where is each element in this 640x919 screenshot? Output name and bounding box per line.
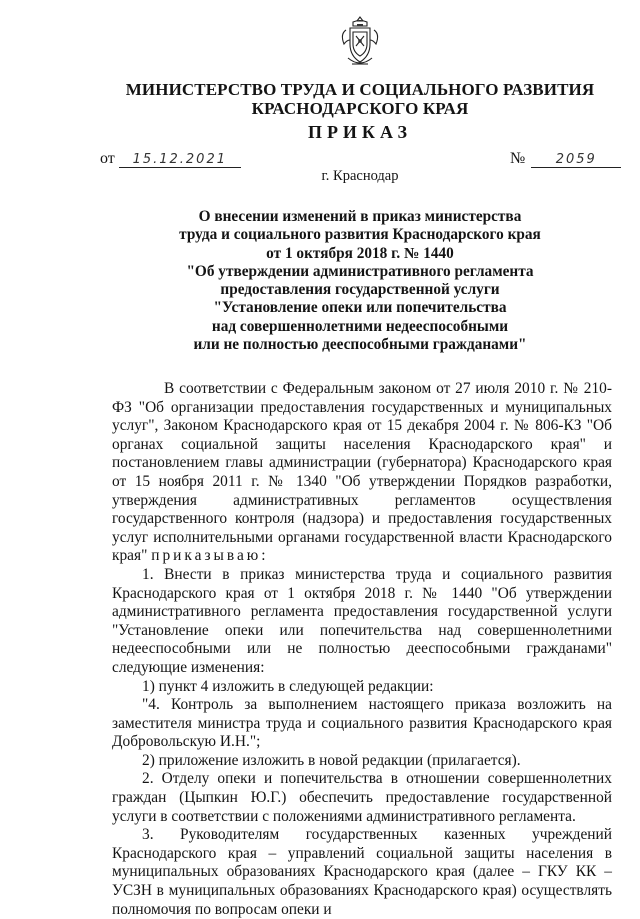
title-line: от 1 октября 2018 г. № 1440	[266, 244, 454, 262]
document-title	[0, 208, 640, 354]
city-label: г. Краснодар	[321, 168, 399, 184]
body-paragraph: 2. Отделу опеки и попечительства в отношении совершеннолетних граждан (Цыпкин Ю.Г.) обеспечить предоставление государственной услуги в соответствии с положениями административного регламента.	[112, 770, 612, 825]
body-paragraph: 2) приложение изложить в новой редакции (прилагается).	[142, 751, 521, 769]
body-paragraph: 1) пункт 4 изложить в следующей редакции:	[142, 677, 434, 695]
ministry-name	[0, 80, 640, 118]
title-line: О внесении изменений в приказ министерства	[198, 208, 522, 225]
date-value: 15.12.2021	[119, 152, 241, 168]
title-line: труда и социального развития Краснодарского края	[179, 226, 541, 244]
document-type: ПРИКАЗ	[307, 122, 413, 142]
coat-of-arms-icon	[338, 14, 382, 70]
title-line: "Об утверждении административного регламента	[186, 262, 534, 280]
body-paragraph	[112, 380, 612, 566]
title-line: над совершеннолетними недееспособными	[211, 317, 509, 335]
title-line: или не полностью дееспособными гражданами"	[193, 336, 527, 354]
body-paragraph: 3. Руководителям государственных казенных учреждений Краснодарского края – управлений социальной защиты населения в муниципальных образованиях Краснодарского края (далее – ГКУ КК – УСЗН в муниципальных образованиях Краснодарского края) осуществлять полномочия по вопросам опеки и	[112, 826, 612, 918]
title-line: предоставления государственной услуги	[220, 281, 500, 299]
command-word: приказываю:	[151, 547, 269, 565]
title-line: "Установление опеки или попечительства	[213, 299, 507, 317]
date-prefix: от	[100, 150, 115, 167]
body-paragraph: 1. Внести в приказ министерства труда и социального развития Краснодарского края от 1 октября 2018 г. № 1440 "Об утверждении административного регламента предоставления государственной услуги "Установление опеки или попечительства над совершеннолетними недееспособными или не полностью дееспособными гражданами" следующие изменения:	[112, 565, 612, 676]
number-field	[510, 150, 621, 168]
date-field	[100, 150, 241, 168]
preamble-text: В соответствии с Федеральным законом от 27 июля 2010 г. № 210-ФЗ "Об организации предоставления государственных и муниципальных услуг", Законом Краснодарского края от 15 декабря 2004 г. № 806-КЗ "Об органах социальной защиты населения Краснодарского края" и постановлением главы администрации (губернатора) Краснодарского края от 15 ноября 2011 г. № 1340 "Об утверждении Порядков разработки, утверждения административных регламентов осуществления государственного контроля (надзора) и предоставления государственных услуг исполнительными органами государственной власти Краснодарского края"	[112, 380, 612, 565]
number-value: 2059	[531, 152, 621, 168]
body-paragraph: "4. Контроль за выполнением настоящего приказа возложить на заместителя министра труда и социального развития Краснодарского края Добровольскую И.Н.";	[112, 696, 612, 751]
number-prefix: №	[510, 150, 526, 167]
ministry-line-1: МИНИСТЕРСТВО ТРУДА И СОЦИАЛЬНОГО РАЗВИТИЯ	[125, 80, 595, 99]
ministry-line-2: КРАСНОДАРСКОГО КРАЯ	[251, 99, 469, 118]
document-body	[112, 380, 612, 919]
